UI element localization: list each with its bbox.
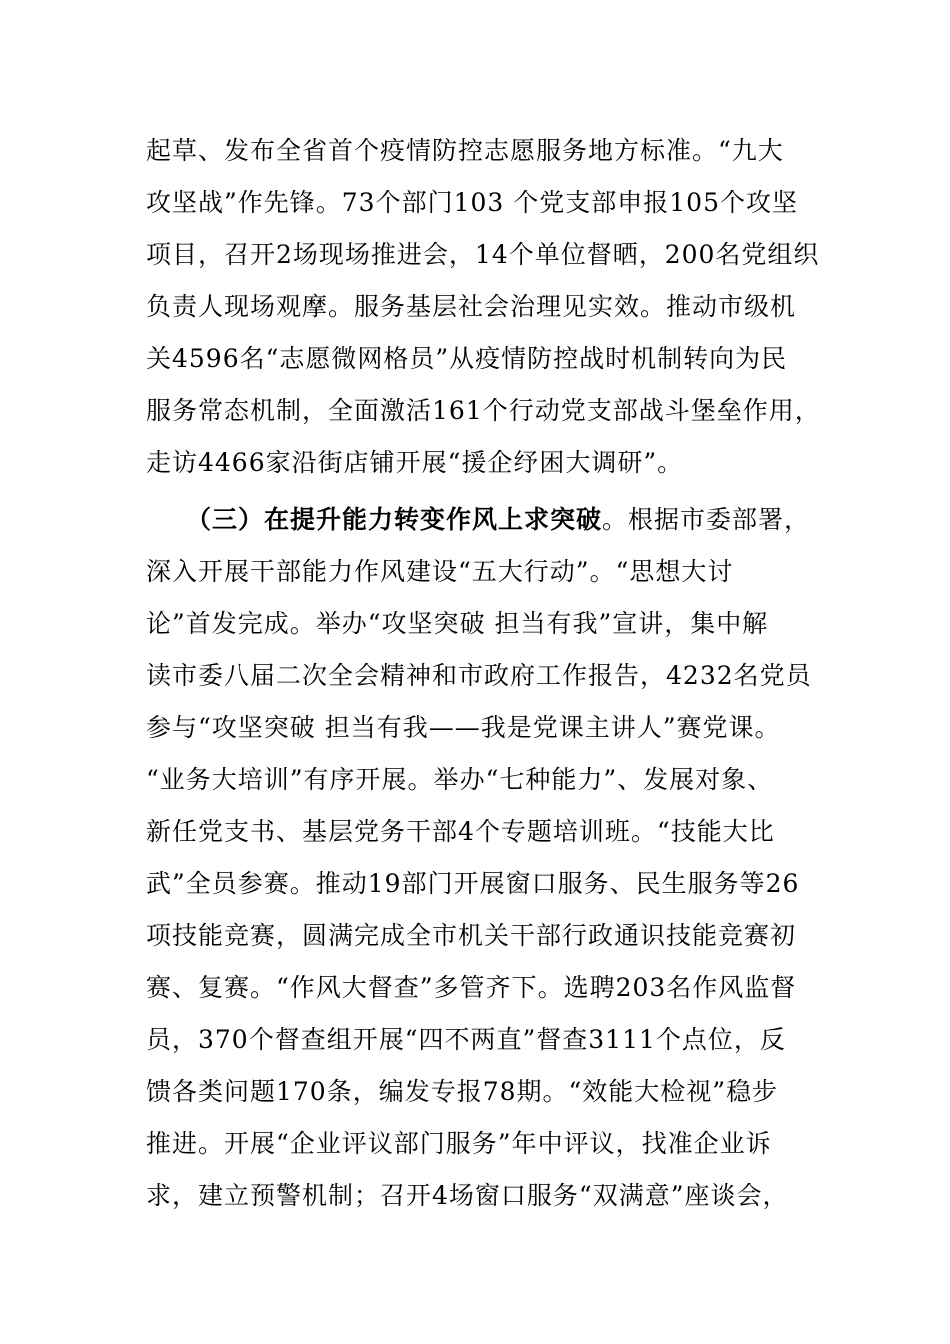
text-line: 求，建立预警机制；召开4场窗口服务“双满意”座谈会， [146, 1181, 789, 1210]
text-line: 武”全员参赛。推动19部门开展窗口服务、民生服务等26 [146, 869, 800, 898]
text-line: 负责人现场观摩。服务基层社会治理见实效。推动市级机 [146, 292, 797, 321]
text-line: 攻坚战”作先锋。73个部门103 个党支部申报105个攻坚 [146, 188, 798, 217]
text-line: 参与“攻坚突破 担当有我——我是党课主讲人”赛党课。 [146, 713, 781, 742]
paragraph-heading-line [186, 494, 810, 546]
text-line: 论”首发完成。举办“攻坚突破 担当有我”宣讲，集中解 [146, 609, 769, 638]
heading-continuation: 。根据市委部署， [602, 505, 811, 534]
text-line: 推进。开展“企业评议部门服务”年中评议，找准企业诉 [146, 1129, 772, 1158]
text-line: 起草、发布全省首个疫情防控志愿服务地方标准。“九大 [146, 136, 784, 165]
text-line: 走访4466家沿街店铺开展“援企纾困大调研”。 [146, 448, 684, 477]
text-line: “业务大培训”有序开展。举办“七种能力”、发展对象、 [146, 765, 774, 794]
text-line: 深入开展干部能力作风建设“五大行动”。“思想大讨 [146, 557, 734, 586]
text-line: 读市委八届二次全会精神和市政府工作报告，4232名党员 [146, 661, 812, 690]
text-line: 馈各类问题170条，编发专报78期。“效能大检视”稳步 [146, 1077, 779, 1106]
text-line: 项目，召开2场现场推进会，14个单位督晒，200名党组织 [146, 240, 820, 269]
section-heading: （三）在提升能力转变作风上求突破 [186, 505, 603, 534]
text-line: 新任党支书、基层党务干部4个专题培训班。“技能大比 [146, 817, 775, 846]
text-line: 赛、复赛。“作风大督查”多管齐下。选聘203名作风监督 [146, 973, 797, 1002]
text-line: 服务常态机制，全面激活161个行动党支部战斗堡垒作用， [146, 396, 821, 425]
text-line: 关4596名“志愿微网格员”从疫情防控战时机制转向为民 [146, 344, 788, 373]
text-line: 项技能竞赛，圆满完成全市机关干部行政通识技能竞赛初 [146, 921, 797, 950]
text-line: 员，370个督查组开展“四不两直”督查3111个点位，反 [146, 1025, 786, 1054]
